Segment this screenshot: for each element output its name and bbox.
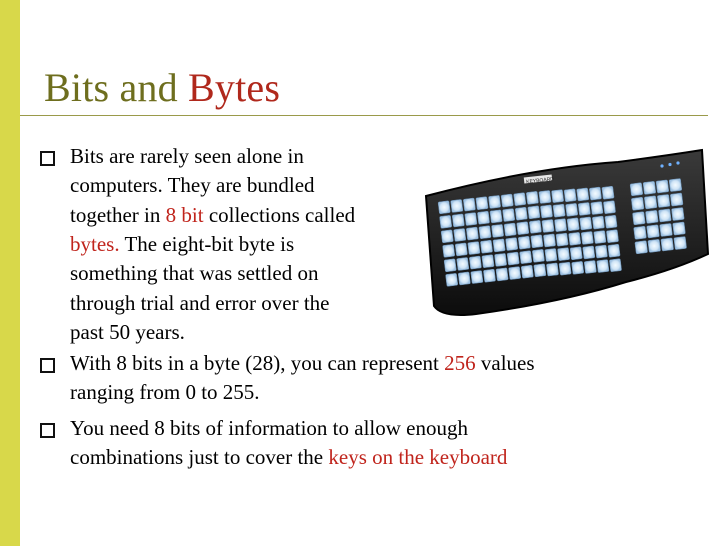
title-text: Bits and bbox=[44, 65, 189, 110]
keyboard-key bbox=[554, 219, 566, 232]
keyboard-key bbox=[632, 212, 645, 225]
keyboard-key bbox=[504, 223, 516, 236]
bullet-marker-icon bbox=[40, 423, 55, 438]
keyboard-key bbox=[581, 231, 593, 244]
keyboard-key bbox=[480, 240, 492, 253]
keyboard-key bbox=[440, 215, 452, 228]
keyboard-image bbox=[412, 142, 712, 320]
keyboard-key bbox=[671, 207, 684, 220]
keyboard-key bbox=[526, 191, 538, 204]
keyboard-key bbox=[529, 220, 541, 233]
keyboard-key bbox=[580, 217, 592, 230]
bullet-line bbox=[70, 259, 318, 288]
keyboard-key bbox=[542, 219, 554, 232]
keyboard-key bbox=[458, 272, 470, 285]
keyboard-key bbox=[543, 234, 555, 247]
bullet-text: The eight-bit byte is bbox=[119, 231, 295, 256]
keyboard-key bbox=[517, 222, 529, 235]
keyboard-key bbox=[531, 235, 543, 248]
keyboard-key bbox=[528, 206, 540, 219]
keyboard-key bbox=[566, 203, 578, 216]
bullet-text: combinations just to cover the bbox=[70, 445, 329, 470]
keyboard-key bbox=[452, 214, 464, 227]
bullet-text: past 50 years. bbox=[70, 319, 185, 344]
keyboard-key bbox=[469, 256, 481, 269]
keyboard-key bbox=[572, 261, 584, 274]
keyboard-key bbox=[583, 246, 595, 259]
keyboard-key bbox=[594, 230, 606, 243]
keyboard-key bbox=[551, 190, 563, 203]
keyboard-key bbox=[643, 181, 656, 194]
keyboard-key bbox=[606, 230, 618, 243]
keyboard-key bbox=[540, 205, 552, 218]
bullet-text: something that was settled on bbox=[70, 261, 319, 286]
keyboard-key bbox=[482, 255, 494, 268]
highlighted-text: bytes. bbox=[70, 231, 120, 256]
bullet-text: computers. They are bundled bbox=[70, 173, 315, 198]
keyboard-key bbox=[631, 197, 644, 210]
bullet-text: values bbox=[475, 351, 535, 375]
keyboard-key bbox=[559, 262, 571, 275]
keyboard-key bbox=[438, 201, 450, 214]
keyboard-key bbox=[546, 263, 558, 276]
keyboard-key bbox=[455, 243, 467, 256]
keyboard-key bbox=[521, 265, 533, 278]
keyboard-key bbox=[634, 226, 647, 239]
keyboard-key bbox=[609, 259, 621, 272]
keyboard-key bbox=[660, 223, 673, 236]
keyboard-key bbox=[656, 180, 669, 193]
keyboard-key bbox=[673, 222, 686, 235]
keyboard-key bbox=[644, 196, 657, 209]
keyboard-key bbox=[592, 216, 604, 229]
keyboard-key bbox=[661, 238, 674, 251]
keyboard-key bbox=[564, 189, 576, 202]
keyboard-key bbox=[578, 202, 590, 215]
bullet-text: collections called bbox=[203, 202, 356, 227]
keyboard-key bbox=[657, 194, 670, 207]
bullet-marker-icon bbox=[40, 358, 55, 373]
keyboard-key bbox=[441, 230, 453, 243]
keyboard-key bbox=[494, 253, 506, 266]
keyboard-key bbox=[509, 266, 521, 279]
keyboard-key bbox=[444, 259, 456, 272]
bullet-line bbox=[70, 443, 507, 472]
bullet-text: together in bbox=[70, 202, 166, 227]
keyboard-key bbox=[483, 269, 495, 282]
keyboard-key bbox=[465, 212, 477, 225]
title-accent-text: Bytes bbox=[188, 65, 281, 110]
keyboard-key bbox=[647, 225, 660, 238]
keyboard-key bbox=[532, 249, 544, 262]
keyboard-key bbox=[477, 211, 489, 224]
keyboard-key bbox=[496, 268, 508, 281]
keyboard-key bbox=[597, 259, 609, 272]
keyboard-key bbox=[466, 227, 478, 240]
keyboard-key bbox=[648, 239, 661, 252]
keyboard-key bbox=[556, 233, 568, 246]
keyboard-icon bbox=[412, 142, 712, 320]
bullet-line bbox=[70, 230, 294, 259]
keyboard-key bbox=[451, 199, 463, 212]
keyboard-key bbox=[591, 201, 603, 214]
keyboard-key bbox=[557, 248, 569, 261]
keyboard-key bbox=[630, 183, 643, 196]
keyboard-key bbox=[471, 270, 483, 283]
keyboard-key bbox=[446, 273, 458, 286]
highlighted-text: keys on the keyboard bbox=[328, 445, 508, 470]
bullet-text: ranging from 0 to 255. bbox=[70, 380, 260, 405]
keyboard-key bbox=[670, 193, 683, 206]
highlighted-text: 256 bbox=[444, 351, 476, 375]
bullet-text: Bits are rarely seen alone in bbox=[70, 144, 304, 168]
keyboard-key bbox=[493, 239, 505, 252]
keyboard-brand-text: KEYBOARD bbox=[525, 176, 555, 186]
bullet-line bbox=[70, 378, 260, 407]
keyboard-key bbox=[584, 260, 596, 273]
keyboard-key bbox=[569, 232, 581, 245]
keyboard-key bbox=[518, 236, 530, 249]
keyboard-key bbox=[539, 190, 551, 203]
keyboard-key bbox=[476, 197, 488, 210]
keyboard-key bbox=[570, 247, 582, 260]
keyboard-key bbox=[491, 224, 503, 237]
keyboard-key bbox=[577, 188, 589, 201]
keyboard-key bbox=[457, 257, 469, 270]
keyboard-key bbox=[595, 245, 607, 258]
keyboard-key bbox=[603, 201, 615, 214]
keyboard-key bbox=[463, 198, 475, 211]
keyboard-key bbox=[454, 228, 466, 241]
keyboard-key bbox=[608, 244, 620, 257]
bullet-line bbox=[70, 318, 185, 347]
bullet-line bbox=[70, 142, 304, 171]
bullet-line bbox=[70, 201, 355, 230]
bullet-line bbox=[70, 289, 330, 318]
keyboard-key bbox=[605, 215, 617, 228]
keyboard-key bbox=[645, 210, 658, 223]
keyboard-key bbox=[506, 237, 518, 250]
keyboard-key bbox=[488, 195, 500, 208]
keyboard-key bbox=[658, 209, 671, 222]
bullet-text: With 8 bits in a byte (28), you can represent bbox=[70, 351, 445, 375]
bullet-marker-icon bbox=[40, 151, 55, 166]
keyboard-key bbox=[553, 204, 565, 217]
highlighted-text: 8 bit bbox=[165, 202, 204, 227]
keyboard-key bbox=[501, 194, 513, 207]
keyboard-key bbox=[589, 187, 601, 200]
keyboard-key bbox=[669, 178, 682, 191]
keyboard-key bbox=[507, 252, 519, 265]
bullet-line bbox=[70, 171, 315, 200]
keyboard-key bbox=[567, 218, 579, 231]
bullet-text: through trial and error over the bbox=[70, 290, 330, 315]
keyboard-key bbox=[515, 207, 527, 220]
bullet-text: You need 8 bits of information to allow enough bbox=[70, 416, 468, 440]
keyboard-key bbox=[545, 248, 557, 261]
bullet-line bbox=[70, 414, 468, 443]
keyboard-key bbox=[479, 226, 491, 239]
keyboard-key bbox=[520, 251, 532, 264]
keyboard-key bbox=[490, 210, 502, 223]
keyboard-key bbox=[534, 264, 546, 277]
keyboard-key bbox=[635, 241, 648, 254]
keyboard-key bbox=[602, 186, 614, 199]
keyboard-key bbox=[674, 236, 687, 249]
bullet-line bbox=[70, 349, 535, 378]
keyboard-key bbox=[514, 193, 526, 206]
keyboard-key bbox=[468, 241, 480, 254]
keyboard-key bbox=[443, 244, 455, 257]
keyboard-key bbox=[503, 208, 515, 221]
